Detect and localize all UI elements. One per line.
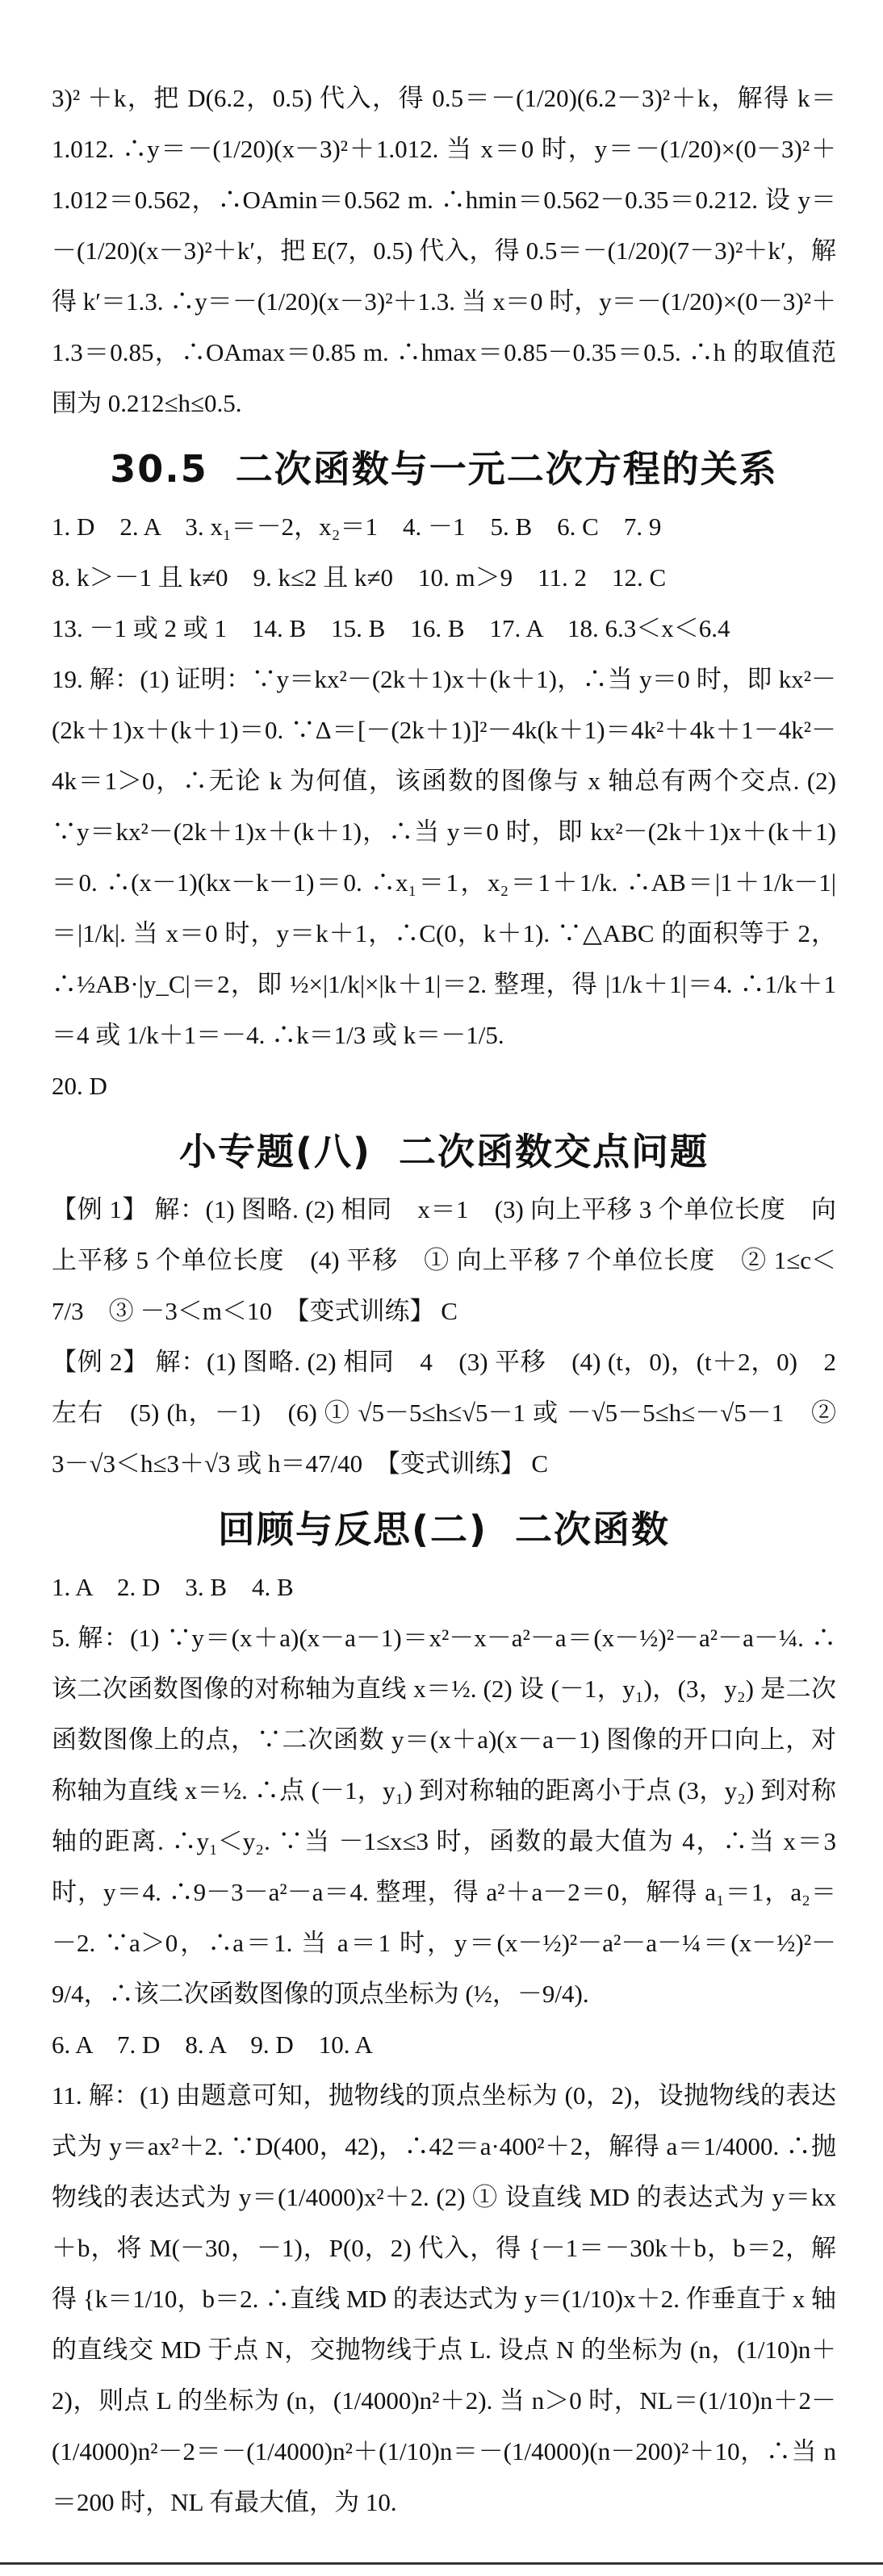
section-title: 回顾与反思(二) bbox=[217, 1508, 488, 1551]
section-title: 二次函数与一元二次方程的关系 bbox=[235, 447, 778, 491]
question-5-solution: 5. 解：(1) ∵y＝(x＋a)(x－a－1)＝x²－x－a²－a＝(x－½)²－a²－a－¼. ∴该二次函数图像的对称轴为直线 x＝½. (2) 设 (－1，y₁)，(3，y₂) 是二次函数图像上的点，∵二次函数 y＝(x＋a)(x－a－1) 图像的开口向上，对称轴为直线 x＝½. ∴点 (－1，y₁) 到对称轴的距离小于点 (3，y₂) 到对称轴的距离. ∴y₁＜y₂. ∵当 －1≤x≤3 时，函数的最大值为 4，∴当 x＝3 时，y＝4. ∴9－3－a²－a＝4. 整理，得 a²＋a－2＝0，解得 a₁＝1，a₂＝－2. ∵a＞0，∴a＝1. 当 a＝1 时，y＝(x－½)²－a²－a－¼＝(x－½)²－9/4，∴该二次函数图像的顶点坐标为 (½，－9/4). bbox=[52, 1624, 836, 2008]
section-subtitle: 二次函数交点问题 bbox=[399, 1130, 709, 1173]
example-1-solution: 【例 1】 解：(1) 图略. (2) 相同 x＝1 (3) 向上平移 3 个单位长度 向上平移 5 个单位长度 (4) 平移 ① 向上平移 7 个单位长度 ② 1≤c＜7/3 ③ －3＜m＜10 【变式训练】 C bbox=[52, 1195, 836, 1325]
question-19-solution: 19. 解：(1) 证明：∵y＝kx²－(2k＋1)x＋(k＋1)，∴当 y＝0 时，即 kx²－(2k＋1)x＋(k＋1)＝0. ∵Δ＝[－(2k＋1)]²－4k(k＋1)＝4k²＋4k＋1－4k²－4k＝1＞0，∴无论 k 为何值，该函数的图像与 x 轴总有两个交点. (2) ∵y＝kx²－(2k＋1)x＋(k＋1)，∴当 y＝0 时，即 kx²－(2k＋1)x＋(k＋1)＝0. ∴(x－1)(kx－k－1)＝0. ∴x₁＝1，x₂＝1＋1/k. ∴AB＝|1＋1/k－1|＝|1/k|. 当 x＝0 时，y＝k＋1，∴C(0，k＋1). ∵△ABC 的面积等于 2，∴½AB·|y_C|＝2，即 ½×|1/k|×|k＋1|＝2. 整理，得 |1/k＋1|＝4. ∴1/k＋1＝4 或 1/k＋1＝－4. ∴k＝1/3 或 k＝－1/5. bbox=[52, 665, 836, 1049]
answer-line: 1. D 2. A 3. x₁＝－2，x₂＝1 4. －1 5. B 6. C 7. 9 bbox=[52, 512, 662, 541]
answer-line: 6. A 7. D 8. A 9. D 10. A bbox=[52, 2030, 373, 2059]
page-bottom-rule bbox=[0, 2562, 883, 2565]
answer-line: 8. k＞－1 且 k≠0 9. k≤2 且 k≠0 10. m＞9 11. 2 12. C bbox=[52, 563, 667, 592]
answer-line: 13. －1 或 2 或 1 14. B 15. B 16. B 17. A 18. 6.3＜x＜6.4 bbox=[52, 614, 730, 642]
section-title: 小专题(八) bbox=[178, 1130, 372, 1173]
continued-solution: 3)² ＋k，把 D(6.2，0.5) 代入，得 0.5＝－(1/20)(6.2－3)²＋k，解得 k＝1.012. ∴y＝－(1/20)(x－3)²＋1.012. 当 x＝0 时，y＝－(1/20)×(0－3)²＋1.012＝0.562，∴OAmin＝0.562 m. ∴hmin＝0.562－0.35＝0.212. 设 y＝－(1/20)(x－3)²＋k′，把 E(7，0.5) 代入，得 0.5＝－(1/20)(7－3)²＋k′，解得 k′＝1.3. ∴y＝－(1/20)(x－3)²＋1.3. 当 x＝0 时，y＝－(1/20)×(0－3)²＋1.3＝0.85，∴OAmax＝0.85 m. ∴hmax＝0.85－0.35＝0.5. ∴h 的取值范围为 0.212≤h≤0.5. bbox=[52, 84, 836, 417]
section-heading-review-2 bbox=[52, 1500, 836, 1554]
section-heading-30-5 bbox=[52, 440, 836, 493]
section-subtitle: 二次函数 bbox=[515, 1508, 671, 1551]
question-11-solution: 11. 解：(1) 由题意可知，抛物线的顶点坐标为 (0，2)，设抛物线的表达式为 y＝ax²＋2. ∵D(400，42)，∴42＝a·400²＋2，解得 a＝1/4000. ∴抛物线的表达式为 y＝(1/4000)x²＋2. (2) ① 设直线 MD 的表达式为 y＝kx＋b，将 M(－30，－1)，P(0，2) 代入，得 {－1＝－30k＋b，b＝2，解得 {k＝1/10，b＝2. ∴直线 MD 的表达式为 y＝(1/10)x＋2. 作垂直于 x 轴的直线交 MD 于点 N，交抛物线于点 L. 设点 N 的坐标为 (n，(1/10)n＋2)，则点 L 的坐标为 (n，(1/4000)n²＋2). 当 n＞0 时，NL＝(1/10)n＋2－(1/4000)n²－2＝－(1/4000)n²＋(1/10)n＝－(1/4000)(n－200)²＋10，∴当 n＝200 时，NL 有最大值，为 10. bbox=[52, 2081, 836, 2516]
section-number: 30.5 bbox=[110, 447, 208, 491]
example-2-solution: 【例 2】 解：(1) 图略. (2) 相同 4 (3) 平移 (4) (t，0)，(t＋2，0) 2 左右 (5) (h，－1) (6) ① √5－5≤h≤√5－1 或 －√5－5≤h≤－√5－1 ② 3－√3＜h≤3＋√3 或 h＝47/40 【变式训练】 C bbox=[52, 1348, 861, 1478]
answer-line: 1. A 2. D 3. B 4. B bbox=[52, 1573, 294, 1601]
section-heading-topic-8 bbox=[52, 1123, 836, 1176]
answer-line: 20. D bbox=[52, 1072, 107, 1100]
